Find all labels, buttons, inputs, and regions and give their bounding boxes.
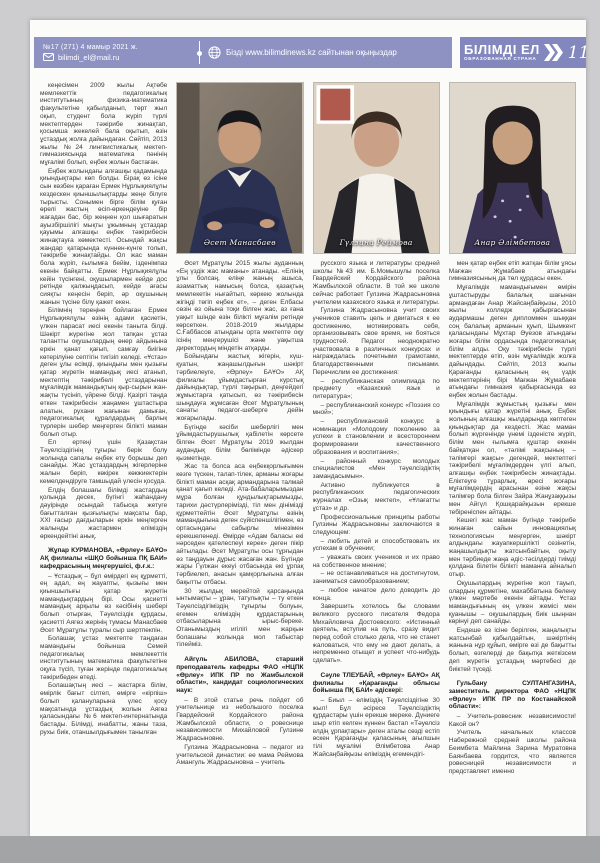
paragraph: – не останавливаться на достигнутом, заниматься самообразованием; xyxy=(312,570,440,586)
paragraph: Гулзина Жадрасыновна – педагог из учительской династии: ее мама Реймова Амангуль Жадрасыновна – учитель xyxy=(176,743,304,767)
paragraph: Еңбек жолындағы алғашқы қадамында қиындықтары көп болды. Бірақ өз ісіне сын көзбен қараған Ермек Нұрлықиялұлы кездескен қиыншылықтарды жеңе білуге тырысты. Сонымен бірге білім қуған өрелі жастың өсіп-өркендеуіне бір жағадан бас, бір жеңнен қол шығаратын ауызбіршілігі мықты ұжымның ұстаздар қауымы алғашқы еңбек тәжірибесін жинақтауға көмектесті. Осындай жақсы жандар қатарында күннен-күнге толып, тәжірибе жинақтайды. Ол жас маман бола жүріп, ғылымға бейім, ізденімпаз екенін байқатты. Ермек Нұрлықиялұлы кейін түсінгені, оқушылармен кейде дос ретінде қалжыңдасып, кейде ағасы сияқты кеңесін беріп, әр оқушының жанын түсіне білу қажет екен. xyxy=(40,167,168,306)
paragraph: – республиканский конкурс «Поэзия со мной»; xyxy=(312,401,440,417)
paragraph: – Учитель-ровесник независимости! Какой он? xyxy=(448,713,576,728)
paragraph: Болашақ ұстаз мектепте таңдаған мамандығы бойынша Семей педагогикалық мемлекеттік институтының математика факультетіне оқуға түсіп, туған жерінде педагогикалық тәжірибеден өтеді. xyxy=(40,635,168,681)
paragraph: Оқушылардың жүрегіне жол тауып, олардың құрметіне, махаббатына бөлену үлкен мәртебе екенін айтады. Ұстаз мамандығының ең үлкен жемісі мен қуанышы – оқушылардың биік шыңнан көрінуі деп санайды. xyxy=(448,579,576,626)
globe-icon xyxy=(208,46,221,59)
header-band xyxy=(34,37,452,68)
paragraph: – Биыл – еліміздің Тәуелсіздігіне 30 жыл! Бұл әсіресе Тәуелсіздіктің құрдастары үшін ерекше мереке. Дүниеге шыр етіп келген күннен бастап «Тәуелсіз елдің ұрпақтары» деген аталы сөзді естіп өскен Қарағанды қаласының ағылшын тілі мұғалімі Әлімбетова Анар Жайсаңбайқызы еліміздің егемендігі- xyxy=(312,696,440,758)
paragraph: Бүгінде кәсіби шеберлігі мен ұйымдастырушылық қабілетін көрсете білген Әсет Мұратұлы 2019 жылдан аудандық білім бөлімінде әдіскер қызметінде. xyxy=(176,423,304,462)
paragraph: – любое начатое дело доводить до конца. xyxy=(312,586,440,602)
paragraph: Әсет Мұратұлы 2015 жылы ауданның «Ең үздік жас маманы» атанады. «Елінің ұлы болсаң, еліңе жаның ашыса, азаматтық намысың болса, қазақтың мемлекетін нығайтып, көркею жолында жігіңді төгіп еңбек ет», – деген Елбасы сөзін өз ойына тоқи білген жас, аз ғана уақыт ішінде өзін білікті мұғалім ретінде көрсеткен. 2018-2019 жылдары С.Ғаббасов атындағы орта мектепте оқу ісінің меңгерушісі және уақытша директордың міндетін атқарды. xyxy=(176,260,304,352)
portrait-photo-aset xyxy=(176,82,303,254)
masthead xyxy=(460,37,590,68)
photo-caption: Анар Әлімбетова xyxy=(474,238,551,247)
column-4 xyxy=(449,82,576,830)
paragraph: – республиканский конкурс в номинации «Молодому поколению за успехи в становлении и всестороннем формировании качественного образования и воспитания»; xyxy=(312,418,440,456)
paragraph: – республиканская олимпиада по предмету «Казахский язык и литература»; xyxy=(312,377,440,400)
column-2 xyxy=(176,82,303,830)
paragraph: русского языка и литературы средней школы №43 им. Б.Момышулы поселка Гвардейский Кордайского района Жамбылской области. В той же школе сейчас работает Гулзина Жадрасыновна учителем казахского языка и литературы. xyxy=(312,260,440,306)
masthead-title: БІЛІМДІ ЕЛ xyxy=(464,41,540,57)
article-columns xyxy=(34,82,582,830)
author-byline: Сәуле ТЛЕУБАЙ, «Өрлеу» БАҰО» АҚ филиалы «Қарағанды облысы бойынша ПҚ БАИ» әдіскері: xyxy=(312,671,440,695)
column-3 xyxy=(313,82,440,830)
paragraph: – уважать своих учеников и их право на собственное мнение; xyxy=(312,554,440,569)
author-byline: Жұпар КУРМАНОВА, «Өрлеу» БАҰО» АҚ филиалы «ШҚО бойынша ПҚ БАИ» кафедрасының меңгерушісі, ф.ғ.к.: xyxy=(40,547,168,570)
paragraph: Мұғалімдік жұмыстың қызығы мен қиындығы қатар жүретіні анық. Еңбек жолының алғашқы жылдарында көптеген қиындықтар да кездесті. Жас маман болып жүргенінде үнемі ізденісте жүріп, білім мен ғылымға құштар екенін байқатқан ол, «тәлімі жақсының – тәлімгері жақсы» дегендей, мектептегі тәжірибелі мұғалімдерден үлгі алып, алғашқы еңбек тәжірибесін жинақтады. Еліктеуге тұрарлық, өресі жоғары мұғалімдердің арасынан өзіне жақсы тәлімгер бола білген Зайра Жанұзаққызы мен Айгүл Қошқарайқызын ерекше тебіреніспен айтады. xyxy=(448,400,576,516)
photo-caption: Гүлзина Реймова xyxy=(339,238,413,247)
paragraph: Профессиональные принципы работы Гулзины Жадрасыновны заключаются в следующем: xyxy=(312,513,440,536)
portrait-photo-gulzina xyxy=(313,82,440,254)
paragraph: Болашақтың иесі – жастарға білім, өмірлік бағыт сілтеп, өмірге «кірпіш» болып қалануларына үлес қосу мақсатында ұстаздық жолын Аягөз қаласындағы №6 мектеп-интернатында бастады. Білімді, инабатты, жаны таза, рухы биік, отаншылдығымен танылған xyxy=(40,682,168,736)
newspaper-page xyxy=(30,20,590,836)
paragraph: Учитель начальных классов Набережной средней школы района Беимбета Майлина Зарина Муратовна Баянбаева гордится, что является ровесницей независимости и представляет именно xyxy=(448,729,576,775)
paragraph: – Ұстаздық – бұл өмірдегі ең құрметті, ең адал, ең жауапты, қызығы мен қиыншылығы қатар жүретін мамандықтардың бірі. Осы қасиетті мамандық арқылы өз кәсібінің шебері болып отырған, Тәуелсіздік құрдасы, қасиетті Аягөз жерінің тумасы Манасбаев Әсет Мұратұлы туралы сыр шертпекпін. xyxy=(40,572,168,634)
website-note: Бізді www.bilimdinews.kz сайтынан оқыңыздар xyxy=(226,48,397,57)
paragraph: Ел ертеңі үшін Қазақстан Тәуелсіздігінің тұғыры берік болу жолында сапалы еңбек ету борышы деп санайды. Жас ұстаздардың жігерлеріне жалын беріп, көкірек көкжиектерін кемелдендіруге тамшыдай үлесін қосуда. xyxy=(40,439,168,485)
paragraph: Елдің болашағы білімді жастардың қолында десек, бүгінгі жаһандану дәуірінде осындай табысқа жетуге бағытталған қызғылықты мақсаты бар, XXI ғасыр дағдыларын еркін меңгерген жалынды жастармен еліміздің өркендейтіні анық. xyxy=(40,486,168,540)
issue-block xyxy=(34,44,191,62)
double-chevron-icon xyxy=(543,44,563,61)
author-byline: Гульбану СУЛТАНГАЗИНА, заместитель директора ФАО «НЦПК «Өрлеу» ИПК ПР по Костанайской области»: xyxy=(448,680,576,711)
paragraph: мен қатар еңбек етіп жатқан білім ұясы Мағжан Жұмабаев атындағы гимназиясының да төл құрдасы екен. xyxy=(448,260,576,283)
paragraph: Жас та болса аса еңбекқорлығымен көзге түскен, талап-тілек, арманы жоғары білікті маман асқақ армандарына талмай қанат қағып келеді. Ата-бабаларымыздан мұра болған құндылықтарымызды, тарихи дәстүрлерімізді, тіл мен дінімізді құрметтейтін Әсет Мұратұлы өзінің мамандығына деген сүйіспеншілігімен, өз ортасындағы сабырлы мінезімен ерекшеленеді. Өмірде «Адам баласы екі нәрседен қателеспеуі керек» деген пікір айтылады. Әсет Мұратұлы осы тұрғыдан өз таңдауын дұрыс жасаған жан. Бүгінде жары Гүлжан екеуі отбасында екі ұрпақ тәрбиелеп, анасын қамқорлығына алған бақытты отбасы. xyxy=(176,463,304,586)
column-1 xyxy=(40,82,167,830)
header-divider xyxy=(199,41,200,64)
paragraph: Мұғалімдік мамандығымен өмірін ұштастыруды балалық шағынан армандаған Анар Жайсаңбайқызы, 2010 жылы колледж қабырғасынан аудармашы деген дипломмен шыққан соң балалық арманын қуып, Шымкент қаласындағы Мұхтар Әуезов атындағы жоғары білім ордасында педагогикалық білім алды. Оқу тәжірибесін түрлі мектептерде өтіп, өзін мұғалімдік жолға дайындады. Сөйтіп, 2013 жылы Қарағанды қаласының ең үздік мектептерінің бірі Мағжан Жұмабаев атындағы гимназия қабырғасында өз еңбек жолын бастады. xyxy=(448,284,576,399)
paragraph: Ендеше өз ісіне берілген, жаңалықты жатсынбай қабылдайтын, шәкіртінің жанына нұр құйып, өмірге өзі де бақытты болып, өзгелерді де бақытқа жеткізсем деп жүретін ұстаздың мәртебесі де биіктей түседі. xyxy=(448,627,576,673)
photo-caption: Әсет Манасбаев xyxy=(203,238,276,247)
author-byline: Айгүль АБИЛОВА, старший преподаватель кафедры ФАО «НЦПК «Өрлеу» ИПК ПР по Жамбылской области», кандидат социологических наук: xyxy=(176,656,304,694)
paragraph: 30 жылдық мерейтой қарсаңында ынтымақты – ұран, татулықты – ту еткен Тәуелсіздігіміздің тұғырлы болуын, егемен еліміздің құрдастарының отбасыларына ырыс-береке. Отанымыздың игілігі мен жарқын болашағы жолында мол табыстар тілейміз. xyxy=(176,587,304,649)
paragraph: Білімнің тереңіне бойлаған Ермек Нұрлықиялұлы өзінің адами қасиетін, үлкен парасат иесі екенін таныта білді. Шәкірт жүрегіне жол тапқан ұстаз талантты оқушылардың өнер айдынына еркін қанат қағып, самғау биігіне көтерілуіне септігін тигізіп келеді. «Ұстаз» деген ұлы есімді, қиындығы мен қызығы қатар жүретін мамандық иесі атанып, мектептің тәжірибелі ұстаздарынан мұғалімдік мамандықтың қыр-сырын жан-жақты түсініп, үйрене білді. Қазіргі таңда өткен тәжірибесін жаңамен ұштастыра алатын, рухани жағынан дамыған, педагогикалық құралдардың барлық түрлерін шебер меңгерген білікті маман болып отыр. xyxy=(40,307,168,438)
paragraph: кеңесімен 2009 жылы Ақтөбе мемлекеттік педагогикалық институтының физика-математика факультетіне қабылданып, төрт жыл оқып, студент бола жүріп түрлі мектептерден тәжірибе жинақтап, қосымша жекелей бала оқытып, өзін ұстаздық жолға дайындаған. Сөйтіп, 2013 жылы №24 лингвистикалық мектеп-гимназиясында математика пәнінің мұғалімі болып, еңбек жолын бастаған. xyxy=(40,82,168,167)
email-address: bilimdi_el@mail.ru xyxy=(58,52,120,62)
portrait-photo-anar xyxy=(449,82,576,254)
paragraph: – любить детей и способствовать их успехам в обучении; xyxy=(312,537,440,553)
scan-bottom-margin xyxy=(0,836,600,863)
paragraph: Завершить хотелось бы словами великого русского писателя Федора Михайловича Достоевского: «Истинный деятель, вступив на путь, сразу видит перед собой столько дела, что не станет жаловаться, что ему не дают делать, а непременно отыщет и успеет что-нибудь сделать». xyxy=(312,603,440,665)
envelope-icon xyxy=(43,53,54,61)
page-number: 11 xyxy=(567,42,590,63)
paragraph: Активно публикуется в республиканских педагогических журналах «Озық мектеп», «Ұлағатты ұстаз» и др. xyxy=(312,481,440,512)
paragraph: Бойындағы жастық жігерін, күш-қуатын, жаңашылдығын шәкірт тәрбиелеуге, «Өрлеу» БАҰО» АҚ филиалы ұйымдастырған курстық дайындықтар, түрлі тақырып, деңгейдегі жұмыстарға қатысып, өз тәжірибесін шыңдауға жұмсаған Әсет Мұратұлының санаты педагог-шеберге дейін жоғарылады. xyxy=(176,353,304,423)
paragraph: – В этой статье речь пойдет об учительнице из небольшого поселка Гвардейский Кордайского района Жамбылской области, о ровеснице независимости Михайловой Гулзине Жадрасыновне. xyxy=(176,696,304,743)
paragraph: Кешегі жас маман бүгінде тәжірибе жинаған сайын инновациялық технологиясын меңгерген, шәкірт алдындағы жауапкершілікті сезінетін, жаңашылдықты жатсынбайтын, оқыту мен тәрбиеде жаңа әдіс-тәсілдерді тиімді қолдана білетін білікті маманға айналып отыр. xyxy=(448,517,576,579)
issue-number: №17 (271) 4 мамыр 2021 ж. xyxy=(43,43,138,51)
paragraph: – районный конкурс молодых специалистов «Мен тәуелсіздіктің замандасымын». xyxy=(312,457,440,480)
masthead-subtitle: ОБРАЗОВАННАЯ СТРАНА xyxy=(464,56,537,62)
paragraph: Гулзина Жадрасыновна учит своих учеников ставить цель и двигаться к ее достижению, мотивировать себя, организовывать свое время, не бояться трудностей. Педагог неоднократно участвовала в различных конкурсах и награждалась почетными грамотами, благодарственными письмами. Перечислим ее достижения: xyxy=(312,307,440,376)
